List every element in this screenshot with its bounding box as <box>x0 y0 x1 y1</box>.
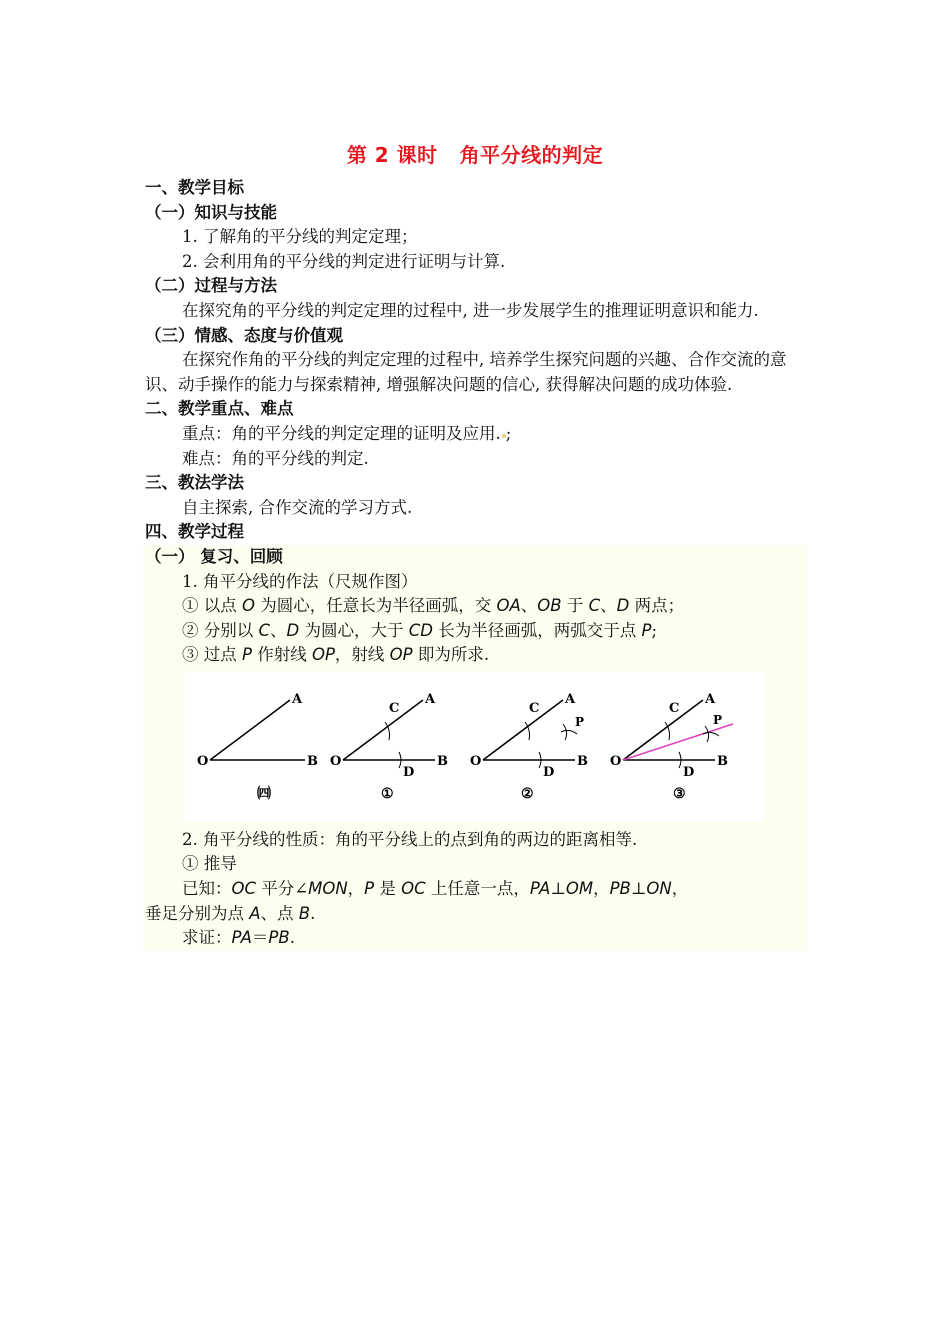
arc-p-2 <box>561 730 577 734</box>
subheading-process: （二）过程与方法 <box>145 276 277 296</box>
svg-text:B: B <box>437 753 448 769</box>
svg-text:C: C <box>669 700 680 716</box>
construction-diagram <box>185 672 765 822</box>
difficult-point: 难点：角的平分线的判定. <box>182 448 369 468</box>
label-a: A <box>292 691 303 707</box>
panel-step-1 <box>330 692 448 802</box>
svg-text:C: C <box>389 700 400 716</box>
objective-item-1: 1. 了解角的平分线的判定定理； <box>182 227 418 247</box>
section-heading-keypoints: 二、教学重点、难点 <box>145 399 294 419</box>
svg-text:B: B <box>717 753 728 769</box>
review-block <box>143 545 807 951</box>
document-body <box>145 176 810 951</box>
construction-title: 1. 角平分线的作法（尺规作图） <box>182 571 418 591</box>
label-b: B <box>307 753 318 769</box>
given-line-1: 已知：OC 平分∠MON，P 是 OC 上任意一点，PA⊥OM，PB⊥ON， <box>182 879 689 899</box>
svg-text:C: C <box>529 700 540 716</box>
key-point-text: 重点：角的平分线的判定定理的证明及应用. <box>182 423 501 443</box>
construction-figure <box>185 672 765 822</box>
title-lesson: 第 2 课时 <box>346 143 438 167</box>
section-heading-process: 四、教学过程 <box>145 522 244 542</box>
section-heading-methods: 三、教法学法 <box>145 473 244 493</box>
methods-paragraph: 自主探索, 合作交流的学习方式. <box>182 497 413 517</box>
panel-step-3 <box>610 692 733 802</box>
svg-text:A: A <box>705 691 716 707</box>
caption-0: ㈣ <box>257 785 271 802</box>
key-point-suffix: ; <box>505 423 512 443</box>
construction-step-1: ① 以点 O 为圆心，任意长为半径画弧，交 OA、OB 于 C、D 两点； <box>182 596 685 616</box>
derivation-label: ① 推导 <box>182 854 237 874</box>
svg-text:P: P <box>575 714 585 729</box>
svg-text:O: O <box>330 753 342 769</box>
page-title <box>0 139 950 168</box>
objective-item-2: 2. 会利用角的平分线的判定进行证明与计算. <box>182 251 506 271</box>
panel-angle <box>197 692 318 802</box>
caption-3: ③ <box>673 785 686 802</box>
key-point <box>145 422 810 447</box>
subheading-knowledge: （一）知识与技能 <box>145 202 277 222</box>
svg-text:A: A <box>565 691 576 707</box>
arc-p-1 <box>563 724 567 740</box>
title-topic: 角平分线的判定 <box>459 143 604 167</box>
section-heading-objectives: 一、教学目标 <box>145 178 244 197</box>
svg-text:O: O <box>610 753 622 769</box>
construction-step-2: ② 分别以 C、D 为圆心，大于 CD 长为半径画弧，两弧交于点 P; <box>182 620 657 640</box>
subheading-attitude: （三）情感、态度与价值观 <box>145 325 343 345</box>
svg-text:O: O <box>470 753 482 769</box>
caption-1: ① <box>381 785 394 802</box>
svg-text:D: D <box>543 764 555 780</box>
svg-text:P: P <box>713 712 723 727</box>
prove-line: 求证：PA＝PB. <box>182 928 295 948</box>
construction-step-3: ③ 过点 P 作射线 OP，射线 OP 即为所求. <box>182 645 490 665</box>
panel-step-2 <box>470 692 588 802</box>
property-statement: 2. 角平分线的性质：角的平分线上的点到角的两边的距离相等. <box>182 829 638 849</box>
label-o: O <box>197 753 209 769</box>
ray-oa <box>210 700 290 760</box>
svg-text:A: A <box>425 691 436 707</box>
svg-text:D: D <box>403 764 415 780</box>
svg-text:D: D <box>683 764 695 780</box>
svg-text:B: B <box>577 753 588 769</box>
attitude-paragraph: 在探究作角的平分线的判定定理的过程中, 培养学生探究问题的兴趣、合作交流的意识、动手操作的能力与探索精神, 增强解决问题的信心, 获得解决问题的成功体验. <box>145 350 787 394</box>
caption-2: ② <box>521 785 534 802</box>
process-paragraph: 在探究角的平分线的判定定理的过程中, 进一步发展学生的推理证明意识和能力. <box>182 300 759 320</box>
given-line-2: 垂足分别为点 A、点 B. <box>145 903 316 923</box>
subheading-review: （一） 复习、回顾 <box>145 546 283 566</box>
